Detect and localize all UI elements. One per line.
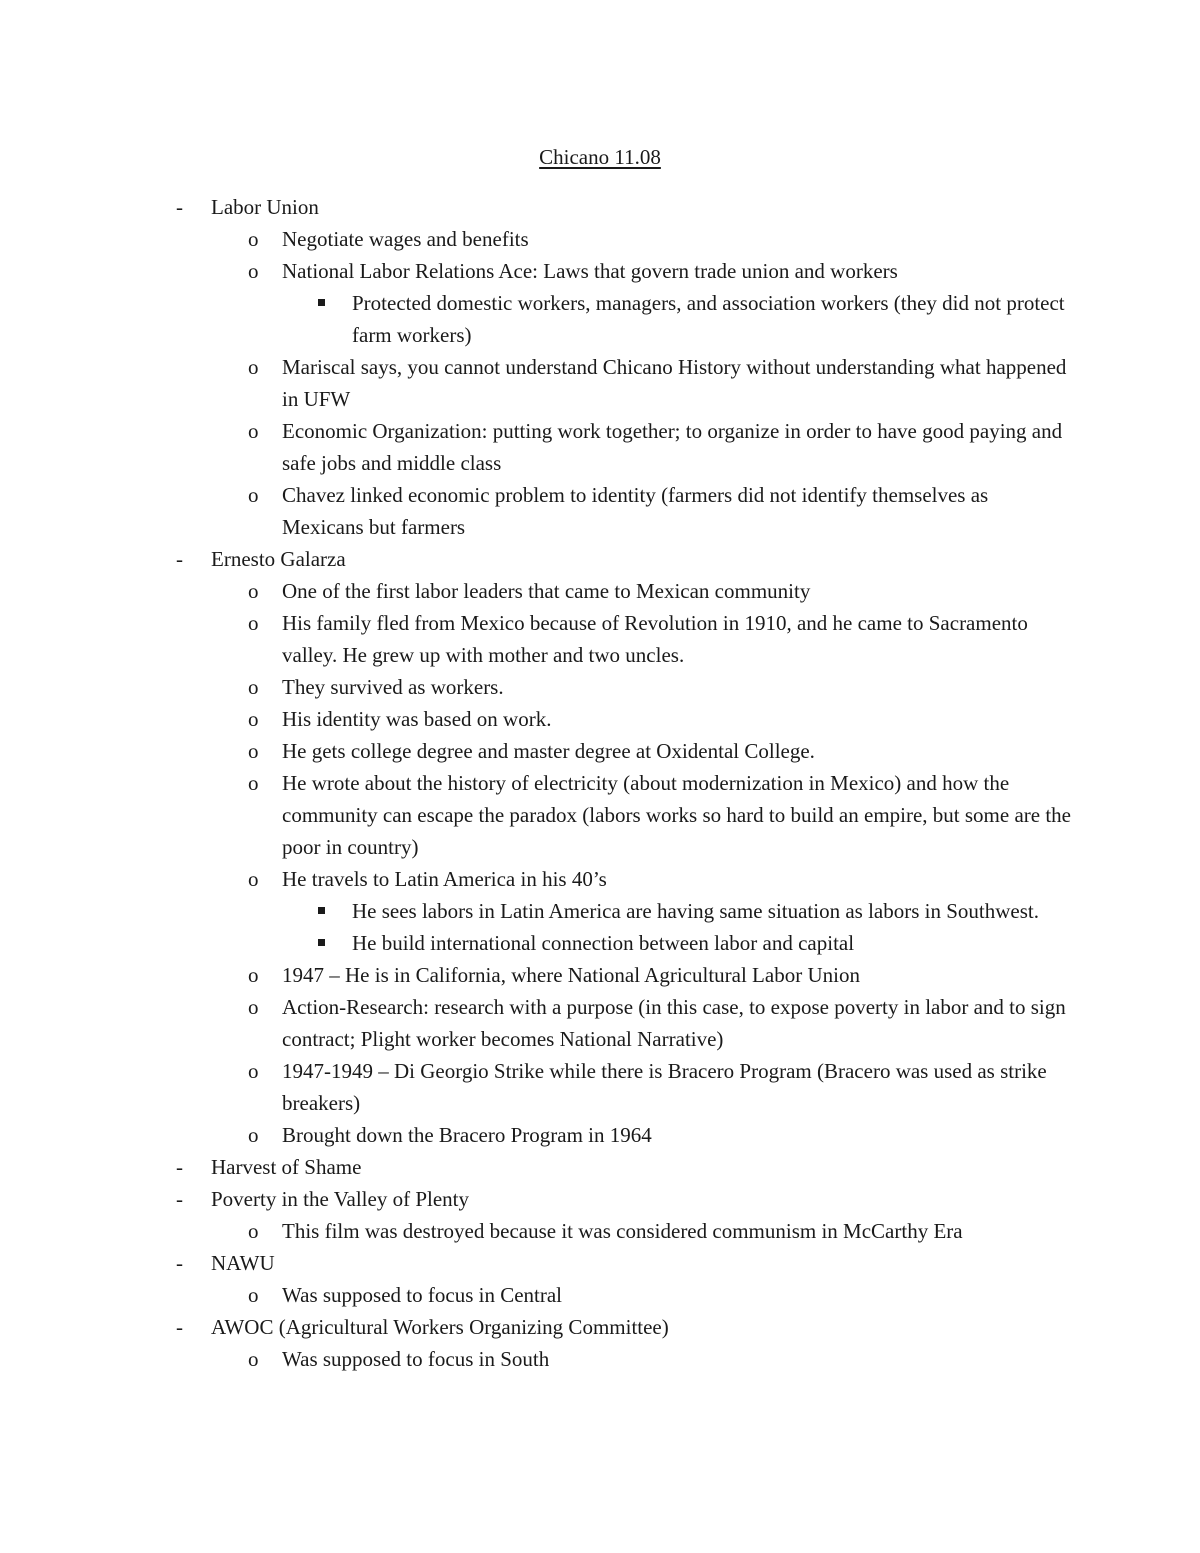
outline-item-text: Chavez linked economic problem to identity (farmers did not identify themselves as Mexicans but farmers bbox=[282, 483, 989, 539]
outline-item-text: Labor Union bbox=[211, 195, 319, 219]
outline-item-level-2 bbox=[0, 223, 1200, 255]
outline-item-text: Negotiate wages and benefits bbox=[282, 227, 529, 251]
outline-item-text: Was supposed to focus in Central bbox=[282, 1283, 563, 1307]
outline-item-text: He travels to Latin America in his 40’s bbox=[282, 867, 607, 891]
outline-item-level-2 bbox=[0, 767, 1200, 863]
circle-bullet: o bbox=[248, 675, 259, 699]
circle-bullet: o bbox=[248, 1347, 259, 1371]
circle-bullet: o bbox=[248, 963, 259, 987]
outline-item-level-2 bbox=[0, 703, 1200, 735]
circle-bullet: o bbox=[248, 259, 259, 283]
outline-item-text: 1947-1949 – Di Georgio Strike while there is Bracero Program (Bracero was used as strike breakers) bbox=[282, 1059, 1047, 1115]
page-title: Chicano 11.08 bbox=[539, 145, 661, 169]
notes-outline bbox=[0, 191, 1200, 1375]
outline-item-text: Brought down the Bracero Program in 1964 bbox=[282, 1123, 652, 1147]
outline-item-level-2 bbox=[0, 415, 1200, 479]
outline-item-text: 1947 – He is in California, where National Agricultural Labor Union bbox=[282, 963, 860, 987]
circle-bullet: o bbox=[248, 355, 259, 379]
outline-item-text: This film was destroyed because it was considered communism in McCarthy Era bbox=[282, 1219, 963, 1243]
circle-bullet: o bbox=[248, 771, 259, 795]
outline-item-text: His family fled from Mexico because of Revolution in 1910, and he came to Sacramento valley. He grew up with mother and two uncles. bbox=[282, 611, 1028, 667]
outline-item-text: Was supposed to focus in South bbox=[282, 1347, 550, 1371]
outline-item-level-3 bbox=[0, 927, 1200, 959]
outline-item-text: Mariscal says, you cannot understand Chicano History without understanding what happened in UFW bbox=[282, 355, 1067, 411]
circle-bullet: o bbox=[248, 611, 259, 635]
outline-item-text: Protected domestic workers, managers, and association workers (they did not protect farm workers) bbox=[352, 291, 1065, 347]
outline-item-text: Ernesto Galarza bbox=[211, 547, 346, 571]
square-bullet-icon bbox=[318, 939, 325, 946]
outline-item-level-1 bbox=[0, 1151, 1200, 1183]
outline-item-level-3 bbox=[0, 895, 1200, 927]
outline-item-level-2 bbox=[0, 1215, 1200, 1247]
outline-item-text: He sees labors in Latin America are having same situation as labors in Southwest. bbox=[352, 899, 1040, 923]
circle-bullet: o bbox=[248, 483, 259, 507]
outline-item-text: One of the first labor leaders that came to Mexican community bbox=[282, 579, 811, 603]
outline-item-level-2 bbox=[0, 479, 1200, 543]
outline-item-level-3 bbox=[0, 287, 1200, 351]
outline-item-level-2 bbox=[0, 1279, 1200, 1311]
outline-item-level-2 bbox=[0, 1119, 1200, 1151]
outline-item-level-2 bbox=[0, 991, 1200, 1055]
circle-bullet: o bbox=[248, 227, 259, 251]
outline-item-text: Harvest of Shame bbox=[211, 1155, 362, 1179]
outline-item-level-2 bbox=[0, 255, 1200, 287]
outline-item-level-1 bbox=[0, 1247, 1200, 1279]
dash-bullet: - bbox=[176, 1315, 183, 1339]
circle-bullet: o bbox=[248, 867, 259, 891]
dash-bullet: - bbox=[176, 547, 183, 571]
outline-item-text: Economic Organization: putting work together; to organize in order to have good paying and safe jobs and middle class bbox=[282, 419, 1063, 475]
circle-bullet: o bbox=[248, 1123, 259, 1147]
circle-bullet: o bbox=[248, 1219, 259, 1243]
circle-bullet: o bbox=[248, 995, 259, 1019]
circle-bullet: o bbox=[248, 707, 259, 731]
circle-bullet: o bbox=[248, 1059, 259, 1083]
outline-item-text: He wrote about the history of electricity (about modernization in Mexico) and how the community can escape the paradox (labors works so hard to build an empire, but some are the poor in country) bbox=[282, 771, 1072, 859]
outline-item-text: He gets college degree and master degree at Oxidental College. bbox=[282, 739, 815, 763]
outline-item-level-1 bbox=[0, 1183, 1200, 1215]
circle-bullet: o bbox=[248, 579, 259, 603]
circle-bullet: o bbox=[248, 1283, 259, 1307]
outline-item-level-1 bbox=[0, 1311, 1200, 1343]
circle-bullet: o bbox=[248, 419, 259, 443]
outline-item-level-2 bbox=[0, 1343, 1200, 1375]
square-bullet-icon bbox=[318, 907, 325, 914]
outline-item-text: National Labor Relations Ace: Laws that govern trade union and workers bbox=[282, 259, 898, 283]
outline-item-level-2 bbox=[0, 671, 1200, 703]
dash-bullet: - bbox=[176, 1251, 183, 1275]
dash-bullet: - bbox=[176, 1187, 183, 1211]
outline-item-text: His identity was based on work. bbox=[282, 707, 552, 731]
outline-item-level-2 bbox=[0, 863, 1200, 895]
outline-item-level-2 bbox=[0, 607, 1200, 671]
outline-item-level-1 bbox=[0, 191, 1200, 223]
outline-item-level-1 bbox=[0, 543, 1200, 575]
outline-item-text: AWOC (Agricultural Workers Organizing Committee) bbox=[211, 1315, 669, 1339]
outline-item-text: He build international connection between labor and capital bbox=[352, 931, 855, 955]
outline-item-level-2 bbox=[0, 351, 1200, 415]
outline-item-level-2 bbox=[0, 1055, 1200, 1119]
dash-bullet: - bbox=[176, 1155, 183, 1179]
outline-item-level-2 bbox=[0, 959, 1200, 991]
circle-bullet: o bbox=[248, 739, 259, 763]
outline-item-level-2 bbox=[0, 735, 1200, 767]
square-bullet-icon bbox=[318, 299, 325, 306]
outline-item-text: They survived as workers. bbox=[282, 675, 504, 699]
outline-item-text: Action-Research: research with a purpose (in this case, to expose poverty in labor and to sign contract; Plight worker becomes National Narrative) bbox=[282, 995, 1066, 1051]
outline-item-level-2 bbox=[0, 575, 1200, 607]
outline-item-text: NAWU bbox=[211, 1251, 275, 1275]
dash-bullet: - bbox=[176, 195, 183, 219]
outline-item-text: Poverty in the Valley of Plenty bbox=[211, 1187, 469, 1211]
